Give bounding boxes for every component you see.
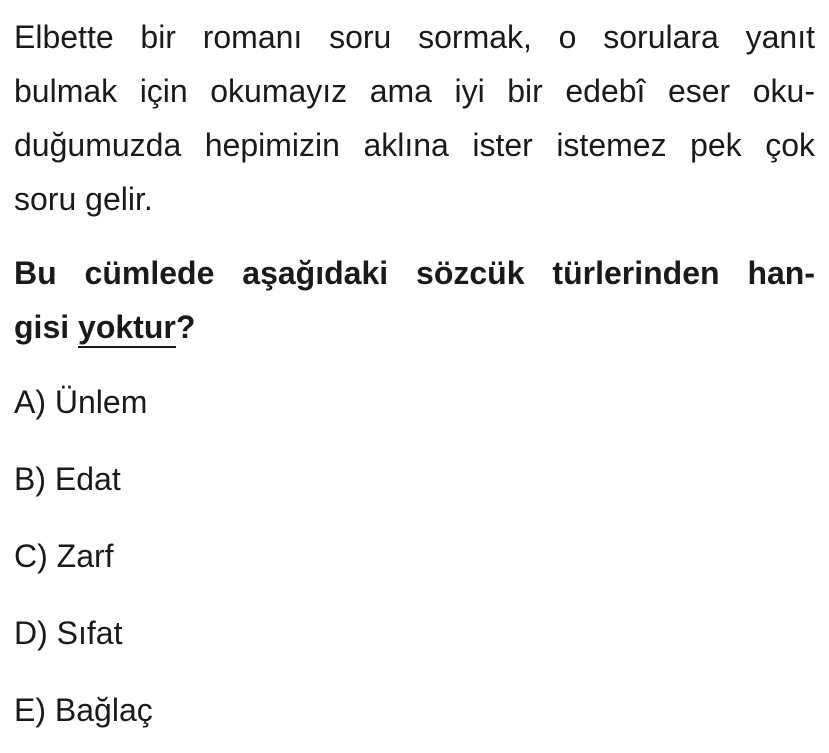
option-text: Bağlaç <box>54 692 153 728</box>
passage-line: duğumuzda hepimizin aklına ister istemez pek çok <box>14 127 815 163</box>
passage-line: soru gelir. <box>14 181 153 217</box>
option-b[interactable] <box>14 459 815 499</box>
option-text: Ünlem <box>54 384 148 420</box>
option-letter: B) <box>14 461 46 497</box>
passage <box>14 10 815 226</box>
option-text: Zarf <box>56 538 114 574</box>
option-c[interactable] <box>14 536 815 576</box>
question-stem <box>14 246 815 354</box>
question-line: Bu cümlede aşağıdaki sözcük türlerinden han- <box>14 255 815 291</box>
passage-line: Elbette bir romanı soru sormak, o sorulara yanıt <box>14 19 815 55</box>
option-a[interactable] <box>14 382 815 422</box>
question-prefix: gisi <box>14 309 79 345</box>
option-letter: D) <box>14 615 48 651</box>
option-letter: A) <box>14 384 46 420</box>
question-mark: ? <box>175 309 196 345</box>
option-letter: E) <box>14 692 46 728</box>
option-text: Sıfat <box>56 615 123 651</box>
option-d[interactable] <box>14 613 815 653</box>
option-text: Edat <box>54 461 121 497</box>
emphasized-word: yoktur <box>78 309 176 348</box>
answer-options <box>14 382 815 730</box>
passage-line: bulmak için okumayız ama iyi bir edebî eser oku- <box>14 73 815 109</box>
question-line <box>14 300 815 354</box>
option-e[interactable] <box>14 690 815 730</box>
option-letter: C) <box>14 538 48 574</box>
